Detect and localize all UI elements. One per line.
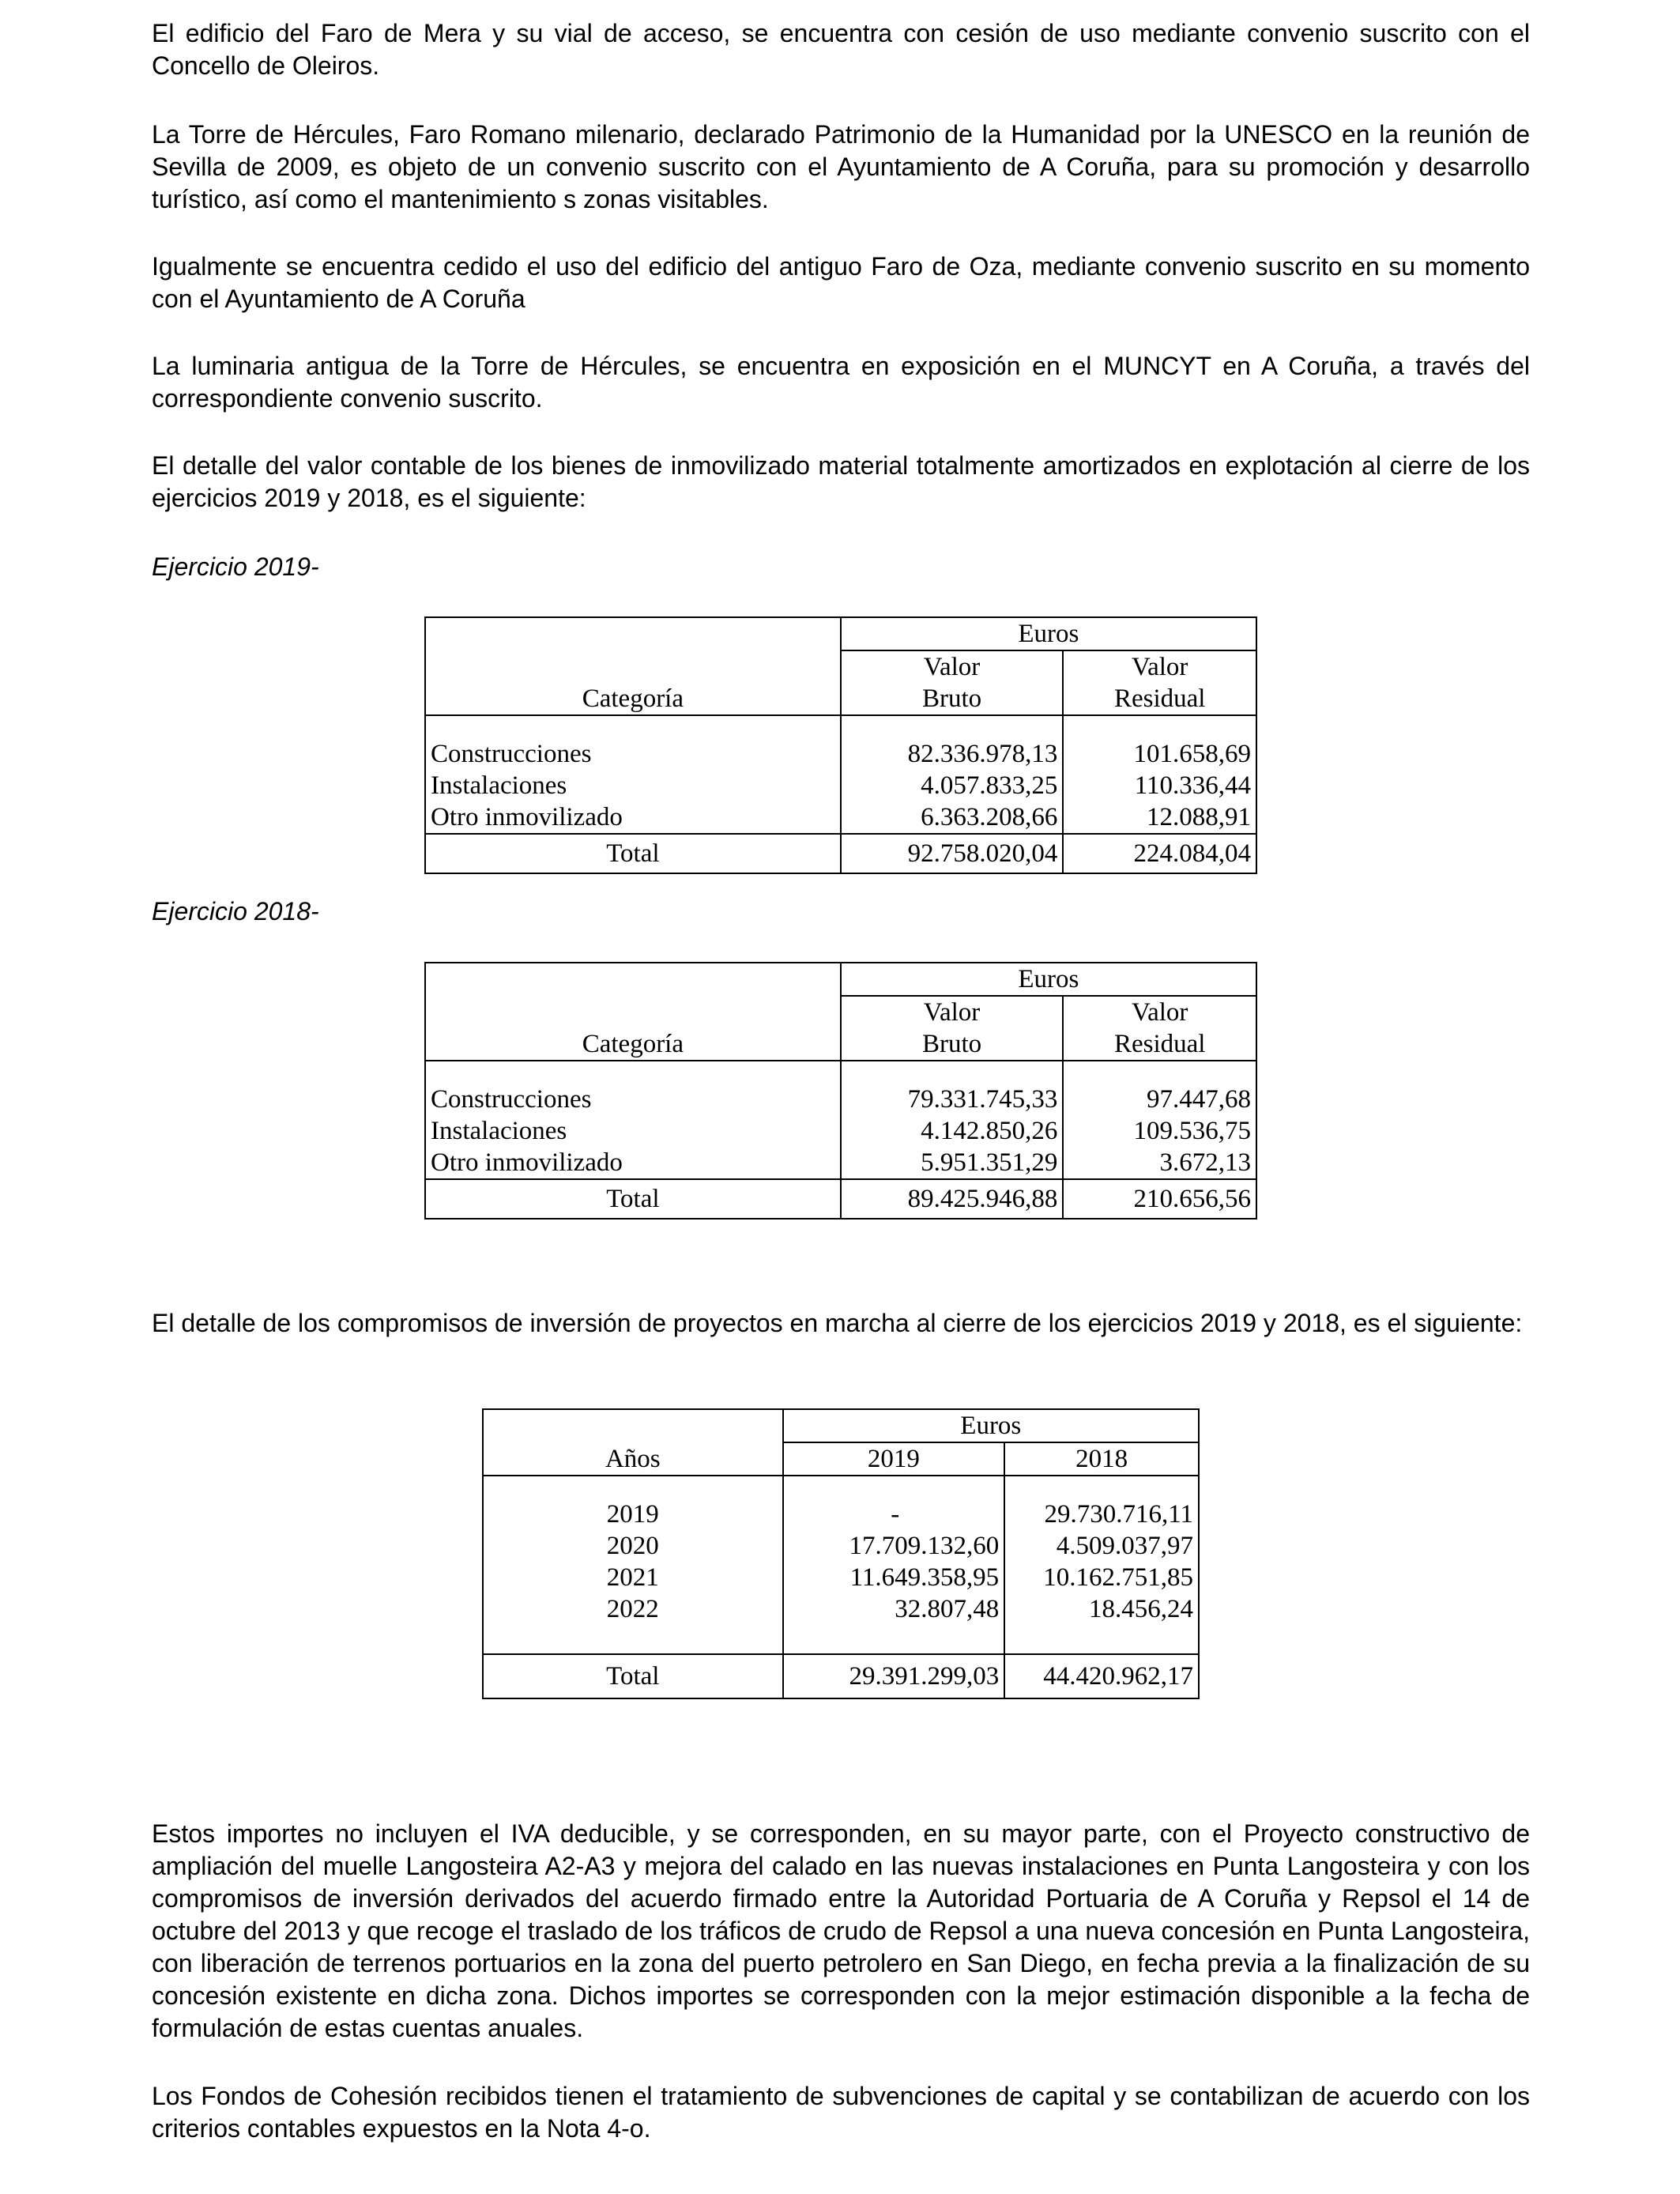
table-compromisos-inversion — [482, 1408, 1200, 1699]
paragraph-detalle-amortizados: El detalle del valor contable de los bienes de inmovilizado material totalmente amortizados en explotación al cierre de los ejercicios 2019 y 2018, es el siguiente: — [152, 451, 1530, 512]
table-header-row — [425, 963, 1256, 996]
header-euros: Euros — [841, 963, 1256, 996]
table-row: Otro inmovilizado 6.363.208,66 12.088,91 — [425, 801, 1256, 834]
table-row: Instalaciones 4.057.833,25 110.336,44 — [425, 770, 1256, 801]
header-valor-bruto-1: Valor — [841, 996, 1064, 1028]
header-valor-bruto-1: Valor — [841, 650, 1064, 683]
header-valor-residual-2: Residual — [1063, 683, 1256, 715]
table-row: 2021 11.649.358,95 10.162.751,85 — [483, 1562, 1199, 1593]
header-2019: 2019 — [783, 1442, 1005, 1476]
table-total-row: Total 89.425.946,88 210.656,56 — [425, 1179, 1256, 1219]
table-row: 2022 32.807,48 18.456,24 — [483, 1593, 1199, 1625]
header-categoria: Categoría — [425, 683, 841, 715]
header-categoria: Categoría — [425, 1028, 841, 1061]
table-total-row: Total 29.391.299,03 44.420.962,17 — [483, 1654, 1199, 1698]
table-total-row: Total 92.758.020,04 224.084,04 — [425, 834, 1256, 873]
table-row: 2019 - 29.730.716,11 — [483, 1498, 1199, 1530]
table-header-row — [483, 1409, 1199, 1442]
header-valor-residual-1: Valor — [1063, 650, 1256, 683]
paragraph-faro-mera: El edificio del Faro de Mera y su vial de acceso, se encuentra con cesión de uso mediante convenio suscrito con el Concello de Oleiros. — [152, 19, 1530, 80]
paragraph-estos-importes: Estos importes no incluyen el IVA deducible, y se corresponden, en su mayor parte, con el Proyecto constructivo de ampliación del muelle Langosteira A2-A3 y mejora del calado en las nuevas instalaciones en Punta Langosteira y con los compromisos de inversión derivados del acuerdo firmado entre la Autoridad Portuaria de A Coruña y Repsol el 14 de octubre del 2013 y que recoge el traslado de los tráficos de crudo de Repsol a una nueva concesión en Punta Langosteira, con liberación de terrenos portuarios en la zona del puerto petrolero en San Diego, en fecha previa a la finalización de su concesión existente en dicha zona. Dichos importes se corresponden con la mejor estimación disponible a la fecha de formulación de estas cuentas anuales. — [152, 1819, 1530, 2042]
table-row: 2020 17.709.132,60 4.509.037,97 — [483, 1530, 1199, 1562]
table-amortizados-2018 — [424, 962, 1257, 1220]
header-valor-bruto-2: Bruto — [841, 1028, 1064, 1061]
paragraph-torre-hercules: La Torre de Hércules, Faro Romano milenario, declarado Patrimonio de la Humanidad por la UNESCO en la reunión de Sevilla de 2009, es objeto de un convenio suscrito con el Ayuntamiento de A Coruña, para su promoción y desarrollo turístico, así como el mantenimiento s zonas visitables. — [152, 120, 1530, 213]
header-valor-bruto-2: Bruto — [841, 683, 1064, 715]
table-row: Instalaciones 4.142.850,26 109.536,75 — [425, 1115, 1256, 1147]
paragraph-luminaria: La luminaria antigua de la Torre de Hércules, se encuentra en exposición en el MUNCYT en A Coruña, a través del correspondiente convenio suscrito. — [152, 352, 1530, 413]
header-anos: Años — [483, 1442, 783, 1476]
table-header-row — [425, 617, 1256, 650]
paragraph-fondos-cohesion: Los Fondos de Cohesión recibidos tienen el tratamiento de subvenciones de capital y se contabilizan de acuerdo con los criterios contables expuestos en la Nota 4-o. — [152, 2082, 1530, 2143]
header-2018: 2018 — [1004, 1442, 1199, 1476]
table-row: Otro inmovilizado 5.951.351,29 3.672,13 — [425, 1147, 1256, 1179]
heading-ejercicio-2019: Ejercicio 2019- — [152, 552, 319, 581]
header-euros: Euros — [783, 1409, 1199, 1442]
header-euros: Euros — [841, 617, 1256, 650]
table-row: Construcciones 79.331.745,33 97.447,68 — [425, 1084, 1256, 1115]
table-amortizados-2019 — [424, 616, 1257, 874]
header-valor-residual-1: Valor — [1063, 996, 1256, 1028]
table-row: Construcciones 82.336.978,13 101.658,69 — [425, 738, 1256, 770]
paragraph-detalle-compromisos: El detalle de los compromisos de inversión de proyectos en marcha al cierre de los ejercicios 2019 y 2018, es el siguiente: — [152, 1309, 1523, 1337]
paragraph-faro-oza: Igualmente se encuentra cedido el uso del edificio del antiguo Faro de Oza, mediante convenio suscrito en su momento con el Ayuntamiento de A Coruña — [152, 252, 1530, 313]
heading-ejercicio-2018: Ejercicio 2018- — [152, 897, 319, 925]
header-valor-residual-2: Residual — [1063, 1028, 1256, 1061]
